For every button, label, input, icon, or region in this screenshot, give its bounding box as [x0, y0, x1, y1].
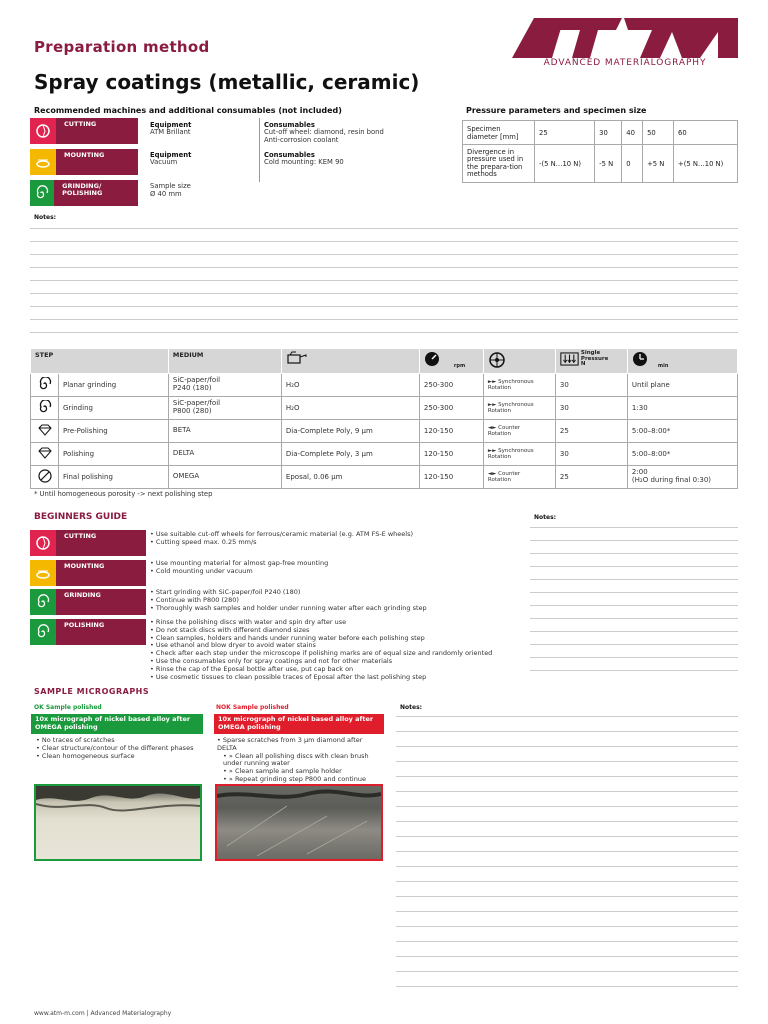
list-item: • No traces of scratches	[36, 737, 201, 745]
list-item: • Clean samples, holders and hands under running water before each polishing step	[150, 635, 520, 643]
machine-row-mounting	[30, 149, 138, 175]
step-name: Final polishing	[59, 466, 169, 489]
step-time: Until plane	[627, 374, 737, 397]
step-rpm: 120-150	[419, 420, 483, 443]
pressure-heading: Pressure parameters and specimen size	[466, 106, 647, 115]
ok-micrograph	[34, 784, 202, 861]
pressure-cell: -(5 N…10 N)	[535, 145, 595, 183]
pressure-cell: 50	[643, 121, 674, 145]
step-medium: SiC-paper/foil P240 (180)	[168, 374, 281, 397]
step-medium: OMEGA	[168, 466, 281, 489]
guide-label: CUTTING	[64, 532, 97, 540]
step-lubricant: H₂O	[281, 374, 419, 397]
list-item: • Continue with P800 (280)	[150, 597, 510, 605]
pressure-cell: +(5 N…10 N)	[674, 145, 738, 183]
step-pressure: 30	[555, 443, 627, 466]
nok-micrograph	[215, 784, 383, 861]
step-rpm: 120-150	[419, 443, 483, 466]
list-item: • Start grinding with SiC-paper/foil P240 (180)	[150, 589, 510, 597]
rpm-unit: rpm	[453, 363, 466, 369]
cutting-icon	[30, 530, 56, 556]
guide-cutting	[30, 530, 146, 556]
table-row	[31, 443, 738, 466]
ok-title: OK Sample polished	[34, 704, 102, 711]
list-item: • » Repeat grinding step P800 and continue	[217, 776, 382, 784]
grinding-icon	[30, 180, 54, 206]
list-item: • Thoroughly wash samples and holder under running water after each grinding step	[150, 605, 510, 613]
list-item: • Cold mounting under vacuum	[150, 568, 510, 576]
pressure-cell: -5 N	[595, 145, 622, 183]
step-lubricant: Eposal, 0.06 µm	[281, 466, 419, 489]
step-pressure: 30	[555, 374, 627, 397]
mounting-icon	[30, 149, 56, 175]
sample-size: Sample size Ø 40 mm	[150, 182, 191, 199]
pressure-head	[555, 349, 627, 374]
step-time: 5:00–8:00*	[627, 443, 737, 466]
guide-list	[150, 589, 510, 612]
machine-row-cutting	[30, 118, 138, 144]
list-item: • Use ethanol and blow dryer to avoid water stains	[150, 642, 520, 650]
polishing-icon	[30, 619, 56, 645]
pressure-row-label: Specimen diameter [mm]	[463, 121, 535, 145]
pressure-cell: +5 N	[643, 145, 674, 183]
pressure-cell: 0	[622, 145, 643, 183]
list-item: • Clean homogeneous surface	[36, 753, 201, 761]
consumables-head: Consumables	[264, 121, 315, 129]
guide-list	[150, 531, 510, 547]
mounting-icon	[30, 560, 56, 586]
pressure-cell: 60	[674, 121, 738, 145]
list-item: • Use the consumables only for spray coatings and not for other materials	[150, 658, 520, 666]
list-item: • » Clean sample and sample holder	[217, 768, 382, 776]
rotation-text: Synchronous Rotation	[487, 378, 534, 391]
mounting-label: MOUNTING	[64, 151, 105, 159]
list-item: • Use mounting material for almost gap-free mounting	[150, 560, 510, 568]
list-item: • Sparse scratches from 3 µm diamond after DELTA	[217, 737, 382, 753]
consumables-head: Consumables	[264, 151, 315, 159]
equipment-value: Vacuum	[150, 158, 178, 166]
rotation-text: Synchronous Rotation	[487, 401, 534, 414]
divider	[259, 118, 260, 182]
list-item: • Check after each step under the microscope if polishing marks are of equal size and randomly oriented	[150, 650, 520, 658]
step-pressure: 25	[555, 466, 627, 489]
pressure-cell: 30	[595, 121, 622, 145]
rotation-text: Counter Rotation	[487, 424, 521, 437]
step-time: 1:30	[627, 397, 737, 420]
ok-list	[36, 737, 201, 760]
cutting-label: CUTTING	[64, 120, 97, 128]
section-label: Preparation method	[34, 38, 210, 56]
steps-table	[30, 348, 738, 489]
guide-polishing	[30, 619, 146, 645]
list-item: • Rinse the polishing discs with water and spin dry after use	[150, 619, 520, 627]
equipment-value: ATM Brillant	[150, 128, 191, 136]
step-rotation	[483, 420, 555, 443]
step-rotation	[483, 443, 555, 466]
step-rpm: 120-150	[419, 466, 483, 489]
rotation-arrows: ►►	[487, 447, 497, 454]
nok-desc: 10x micrograph of nickel based alloy after OMEGA polishing	[214, 714, 384, 734]
notes-label: Notes:	[34, 214, 57, 221]
guide-list	[150, 560, 510, 576]
step-rpm: 250-300	[419, 397, 483, 420]
step-medium: DELTA	[168, 443, 281, 466]
col-step: STEP	[31, 349, 169, 374]
list-item: • Clear structure/contour of the different phases	[36, 745, 201, 753]
equipment-head: Equipment	[150, 121, 192, 129]
rotation-arrows: ►►	[487, 378, 497, 385]
rotation-text: Counter Rotation	[487, 470, 521, 483]
step-lubricant: Dia-Complete Poly, 3 µm	[281, 443, 419, 466]
step-rotation	[483, 397, 555, 420]
pressure-icon	[560, 351, 579, 367]
diamond-icon	[31, 443, 59, 466]
list-item: • Rinse the cap of the Eposal bottle after use, put cap back on	[150, 666, 520, 674]
pressure-unit: N	[580, 361, 586, 367]
step-name: Grinding	[59, 397, 169, 420]
guide-label: MOUNTING	[64, 562, 105, 570]
list-item: • » Clean all polishing discs with clean brush under running water	[217, 753, 382, 769]
machine-row-grinding	[30, 180, 138, 206]
step-pressure: 25	[555, 420, 627, 443]
speed-icon	[424, 351, 440, 367]
logo-subtitle: ADVANCED MATERIALOGRAPHY	[543, 58, 707, 68]
step-medium: SiC-paper/foil P800 (280)	[168, 397, 281, 420]
grinding-disc-icon	[31, 374, 59, 397]
atm-logo	[512, 18, 738, 58]
min-unit: min	[657, 363, 669, 369]
diamond-icon	[31, 420, 59, 443]
nok-list	[217, 737, 382, 784]
equipment-head: Equipment	[150, 151, 192, 159]
machines-heading: Recommended machines and additional consumables (not included)	[34, 106, 342, 115]
clock-icon	[632, 351, 648, 367]
micro-notes-label: Notes:	[400, 704, 423, 711]
guide-list	[150, 619, 520, 681]
consumables-value: Cut-off wheel: diamond, resin bond Anti-corrosion coolant	[264, 128, 384, 145]
grinding-disc-icon	[31, 397, 59, 420]
time-head	[627, 349, 737, 374]
rotation-arrows: ►►	[487, 401, 497, 408]
list-item: • Do not stack discs with different diamond sizes	[150, 627, 520, 635]
footer: www.atm-m.com | Advanced Materialography	[34, 1010, 172, 1017]
pressure-cell: 40	[622, 121, 643, 145]
step-name: Pre-Polishing	[59, 420, 169, 443]
step-medium: BETA	[168, 420, 281, 443]
micro-heading: SAMPLE MICROGRAPHS	[34, 687, 150, 696]
step-pressure: 30	[555, 397, 627, 420]
guide-notes-label: Notes:	[534, 514, 557, 521]
lubricant-icon	[281, 349, 419, 374]
step-rotation	[483, 374, 555, 397]
rotation-text: Synchronous Rotation	[487, 447, 534, 460]
step-name: Planar grinding	[59, 374, 169, 397]
step-rpm: 250-300	[419, 374, 483, 397]
pressure-label: Single Pressure	[580, 350, 609, 362]
step-lubricant: Dia-Complete Poly, 9 µm	[281, 420, 419, 443]
list-item: • Cutting speed max. 0.25 mm/s	[150, 539, 510, 547]
step-name: Polishing	[59, 443, 169, 466]
table-row	[31, 420, 738, 443]
grinding-label: GRINDING/ POLISHING	[62, 182, 103, 198]
col-medium: MEDIUM	[168, 349, 281, 374]
guide-label: POLISHING	[64, 621, 105, 629]
page-title: Spray coatings (metallic, ceramic)	[34, 70, 420, 94]
rpm-head	[419, 349, 483, 374]
guide-heading: BEGINNERS GUIDE	[34, 512, 128, 522]
table-row	[31, 397, 738, 420]
list-item: • Use suitable cut-off wheels for ferrous/ceramic material (e.g. ATM FS-E wheels)	[150, 531, 510, 539]
rotation-arrows: ◄►	[487, 470, 497, 477]
table-row	[31, 466, 738, 489]
polishing-cloth-icon	[31, 466, 59, 489]
step-time: 2:00 (H₂O during final 0:30)	[627, 466, 737, 489]
table-row	[31, 374, 738, 397]
pressure-row-label: Divergence in pressure used in the prepara-tion methods	[463, 145, 535, 183]
ok-desc: 10x micrograph of nickel based alloy after OMEGA polishing	[31, 714, 203, 734]
nok-title: NOK Sample polished	[216, 704, 289, 711]
consumables-value: Cold mounting: KEM 90	[264, 158, 344, 166]
pressure-cell: 25	[535, 121, 595, 145]
grinding-icon	[30, 589, 56, 615]
step-lubricant: H₂O	[281, 397, 419, 420]
rotation-arrows: ◄►	[487, 424, 497, 431]
guide-mounting	[30, 560, 146, 586]
step-time: 5:00–8:00*	[627, 420, 737, 443]
cutting-icon	[30, 118, 56, 144]
guide-grinding	[30, 589, 146, 615]
guide-label: GRINDING	[64, 591, 101, 599]
step-rotation	[483, 466, 555, 489]
pressure-table	[462, 120, 738, 183]
rotation-icon	[483, 349, 555, 374]
footnote: * Until homogeneous porosity -> next polishing step	[34, 490, 213, 498]
list-item: • Use cosmetic tissues to clean possible traces of Eposal after the last polishing step	[150, 674, 520, 682]
